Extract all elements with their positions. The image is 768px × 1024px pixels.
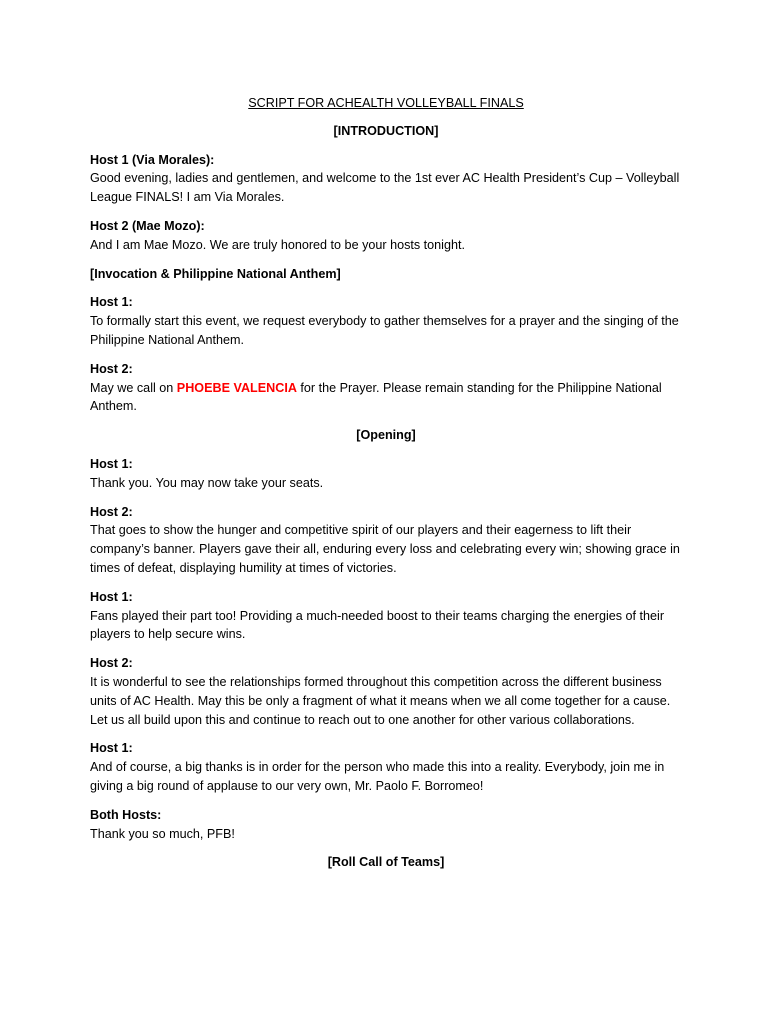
document-title: SCRIPT FOR ACHEALTH VOLLEYBALL FINALS bbox=[248, 96, 524, 110]
speaker-line bbox=[90, 379, 682, 417]
line-text-before: May we call on bbox=[90, 380, 177, 395]
line-text-after: for the Prayer. Please remain standing for the Philippine National Anthem. bbox=[90, 380, 662, 414]
script-block bbox=[90, 503, 682, 578]
speaker-line: To formally start this event, we request everybody to gather themselves for a prayer and the singing of the Philippine National Anthem. bbox=[90, 314, 679, 347]
speaker-label: Host 2: bbox=[90, 361, 133, 376]
script-block bbox=[90, 654, 682, 729]
speaker-label: Host 1 (Via Morales): bbox=[90, 152, 215, 167]
speaker-label: Host 2: bbox=[90, 504, 133, 519]
document-content bbox=[90, 94, 682, 882]
speaker-label: Host 1: bbox=[90, 295, 133, 310]
speaker-line: It is wonderful to see the relationships formed throughout this competition across the different business units of AC Health. May this be only a fragment of what it means when we all come together for a cause. Let us all build upon this and continue to reach out to one another for other various collaborations. bbox=[90, 674, 671, 727]
speaker-line: Thank you so much, PFB! bbox=[90, 826, 235, 841]
speaker-label: Host 2: bbox=[90, 656, 133, 671]
section-heading-introduction: [INTRODUCTION] bbox=[333, 123, 439, 138]
script-block bbox=[90, 588, 682, 644]
script-block bbox=[90, 739, 682, 795]
script-block bbox=[90, 217, 682, 255]
speaker-label: Both Hosts: bbox=[90, 807, 162, 822]
speaker-label: Host 1: bbox=[90, 456, 133, 471]
speaker-label: Host 2 (Mae Mozo): bbox=[90, 218, 205, 233]
speaker-line: And of course, a big thanks is in order for the person who made this into a reality. Everybody, join me in giving a big round of applause to our very own, Mr. Paolo F. Borromeo! bbox=[90, 760, 665, 793]
section-heading-roll-call: [Roll Call of Teams] bbox=[327, 855, 445, 870]
speaker-line: And I am Mae Mozo. We are truly honored to be your hosts tonight. bbox=[90, 237, 465, 252]
speaker-label: Host 1: bbox=[90, 589, 133, 604]
speaker-line: Good evening, ladies and gentlemen, and welcome to the 1st ever AC Health President’s Cup – Volleyball League FINALS! I am Via Morales. bbox=[90, 171, 680, 205]
script-block bbox=[90, 360, 682, 416]
script-block bbox=[90, 455, 682, 493]
section-heading-invocation: [Invocation & Philippine National Anthem] bbox=[90, 266, 341, 281]
highlighted-name: PHOEBE VALENCIA bbox=[176, 380, 297, 395]
script-block bbox=[90, 151, 682, 207]
script-block bbox=[90, 293, 682, 349]
speaker-label: Host 1: bbox=[90, 741, 133, 756]
speaker-line: Fans played their part too! Providing a much-needed boost to their teams charging the energies of their players to help secure wins. bbox=[90, 608, 665, 642]
speaker-line: Thank you. You may now take your seats. bbox=[90, 475, 324, 490]
speaker-line: That goes to show the hunger and competitive spirit of our players and their eagerness to lift their company’s banner. Players gave their all, enduring every loss and celebrating every win; showing grace in times of defeat, displaying humility at times of victories. bbox=[90, 523, 680, 575]
section-heading-opening: [Opening] bbox=[356, 428, 416, 443]
script-block bbox=[90, 806, 682, 844]
